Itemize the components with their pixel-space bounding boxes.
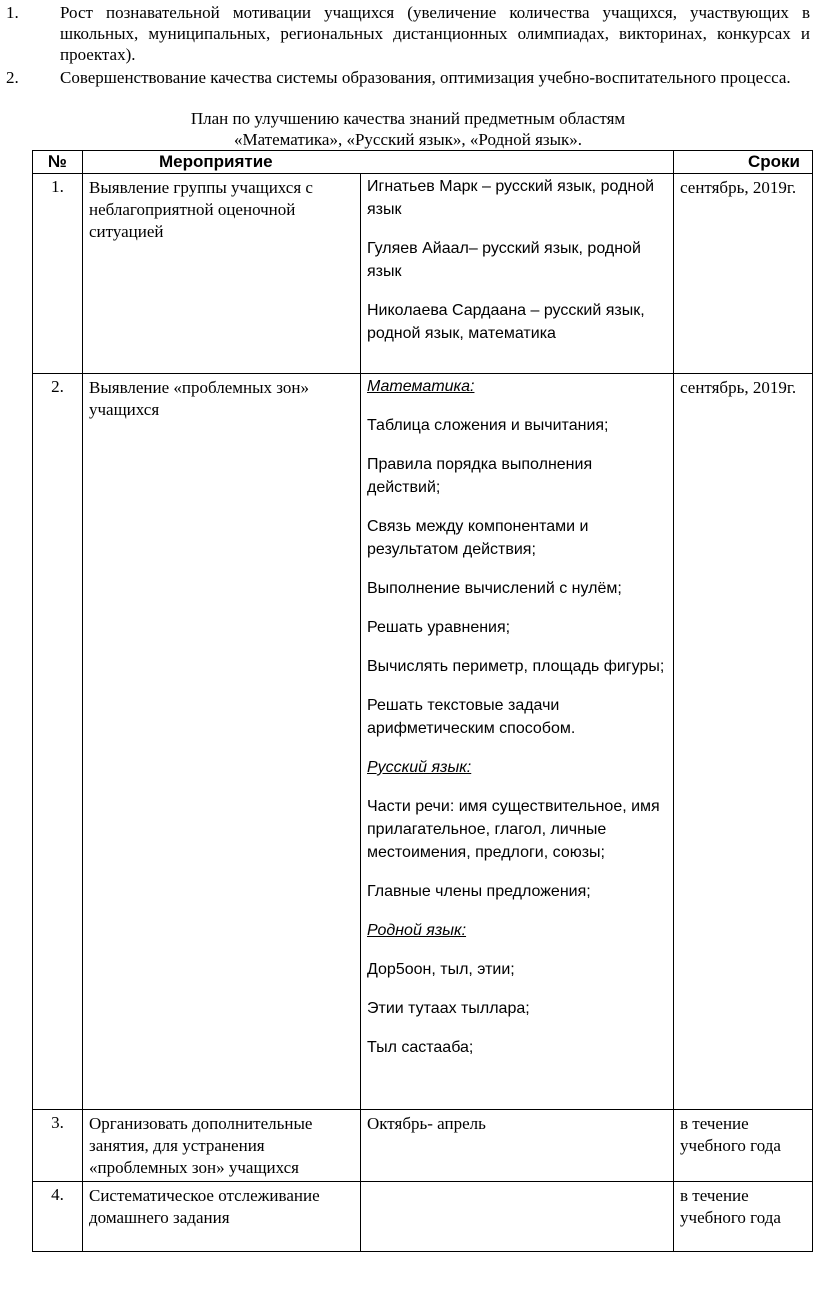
native-subtitle: Родной язык: xyxy=(367,922,467,939)
goals-section xyxy=(0,0,816,88)
table-row xyxy=(33,174,813,374)
russian-subtitle: Русский язык: xyxy=(367,759,472,776)
table-row xyxy=(33,374,813,1110)
student-entry: Игнатьев Марк – русский язык, родной язык xyxy=(367,178,655,218)
math-item: Вычислять периметр, площадь фигуры; xyxy=(367,658,665,675)
student-entry: Николаева Сардаана – русский язык, родной язык, математика xyxy=(367,302,645,342)
row-number: 1. xyxy=(33,174,83,374)
student-entry: Гуляев Айаал– русский язык, родной язык xyxy=(367,240,641,280)
row-term: в течение учебного года xyxy=(674,1182,813,1252)
russian-item: Части речи: имя существительное, имя прилагательное, глагол, личные местоимения, предлоги, союзы; xyxy=(367,798,660,861)
goal-text: Совершенствование качества системы образования, оптимизация учебно-воспитательного процесса. xyxy=(60,68,791,87)
table-row xyxy=(33,1110,813,1182)
row-number: 3. xyxy=(33,1110,83,1182)
math-item: Решать уравнения; xyxy=(367,619,511,636)
math-item: Правила порядка выполнения действий; xyxy=(367,456,593,496)
header-event: Мероприятие xyxy=(83,151,674,174)
native-item: Тыл састааба; xyxy=(367,1039,474,1056)
native-item: Этии тутаах тыллара; xyxy=(367,1000,530,1017)
math-subtitle: Математика: xyxy=(367,378,475,395)
math-item: Таблица сложения и вычитания; xyxy=(367,417,609,434)
row-problem-areas xyxy=(361,374,674,1110)
plan-title-line1: План по улучшению качества знаний предметным областям xyxy=(190,109,626,128)
goal-number: 2. xyxy=(6,68,19,87)
row-students xyxy=(361,174,674,374)
row-number: 4. xyxy=(33,1182,83,1252)
row-event: Систематическое отслеживание домашнего задания xyxy=(83,1182,361,1252)
goal-item xyxy=(0,2,816,65)
russian-item: Главные члены предложения; xyxy=(367,883,591,900)
table-header-row xyxy=(33,151,813,174)
plan-table xyxy=(32,150,813,1252)
row-number: 2. xyxy=(33,374,83,1110)
row-term: сентябрь, 2019г. xyxy=(674,174,813,374)
native-item: Дор5оон, тыл, этии; xyxy=(367,961,515,978)
row-detail xyxy=(361,1182,674,1252)
goal-item xyxy=(0,67,816,88)
math-item: Решать текстовые задачи арифметическим способом. xyxy=(367,697,576,737)
header-num: № xyxy=(33,151,83,174)
goals-list xyxy=(0,2,816,88)
plan-title-line2: «Математика», «Русский язык», «Родной язык». xyxy=(233,130,583,149)
row-event: Выявление «проблемных зон» учащихся xyxy=(83,374,361,1110)
row-term: в течение учебного года xyxy=(674,1110,813,1182)
header-term: Сроки xyxy=(674,151,813,174)
math-item: Выполнение вычислений с нулём; xyxy=(367,580,622,597)
row-term: сентябрь, 2019г. xyxy=(674,374,813,1110)
row-event: Организовать дополнительные занятия, для устранения «проблемных зон» учащихся xyxy=(83,1110,361,1182)
table-row xyxy=(33,1182,813,1252)
goal-number: 1. xyxy=(6,3,19,22)
row-detail: Октябрь- апрель xyxy=(361,1110,674,1182)
goal-text: Рост познавательной мотивации учащихся (увеличение количества учащихся, участвующих в школьных, муниципальных, региональных дистанционных олимпиадах, викторинах, конкурсах и проектах). xyxy=(60,3,810,64)
math-item: Связь между компонентами и результатом действия; xyxy=(367,518,589,558)
row-event: Выявление группы учащихся с неблагоприятной оценочной ситуацией xyxy=(83,174,361,374)
